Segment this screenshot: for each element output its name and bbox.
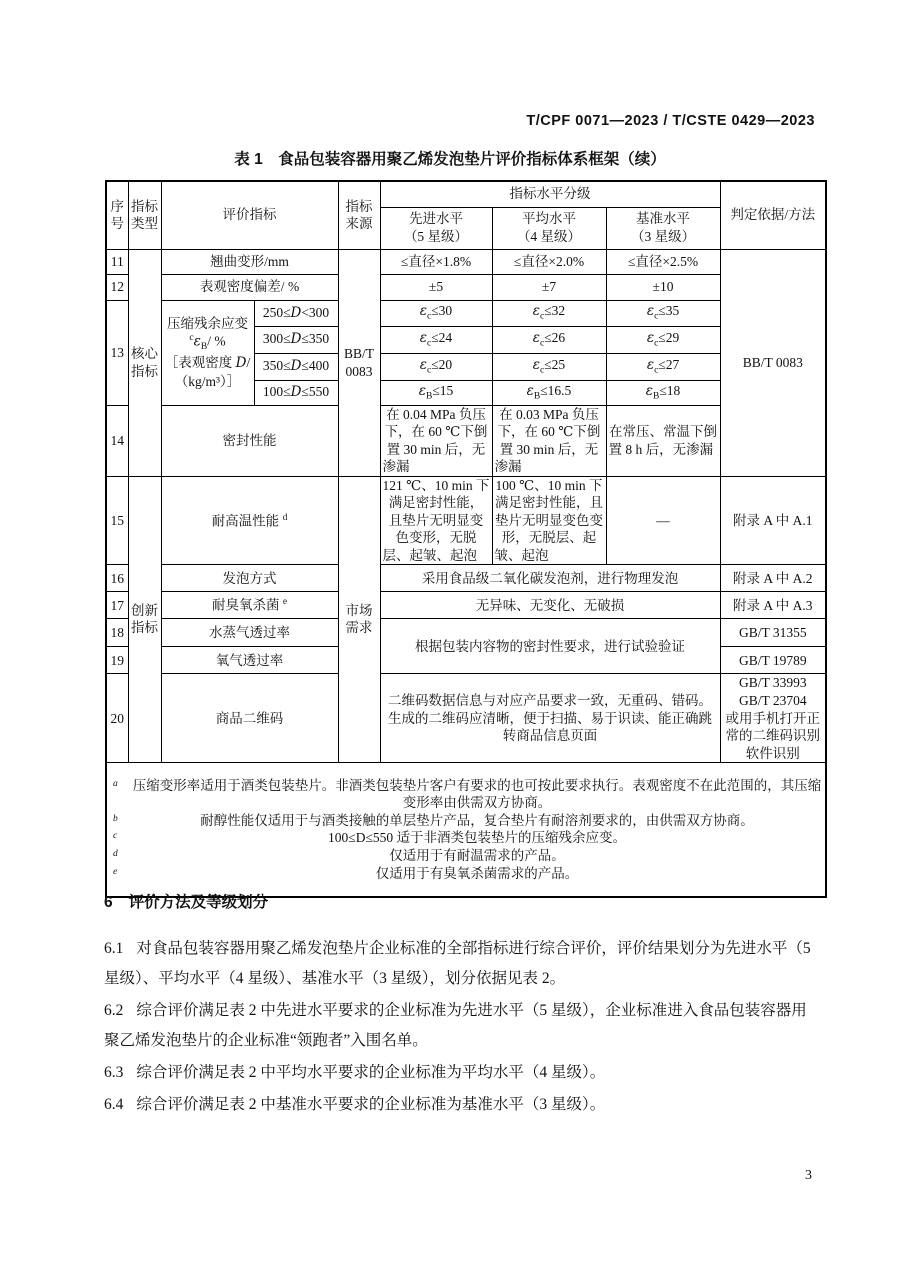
table-row [106,405,826,476]
cell-indicator-17: 耐臭氧杀菌 $^e$ [161,592,338,619]
cell-seq-17: 17 [106,592,128,619]
cell-adv-13b: $\varepsilon_c\le 24$ [380,326,492,353]
cell-adv-13d: $\varepsilon_B\le 15$ [380,380,492,405]
compression-label-line4: （kg/m³）］ [174,373,241,389]
cell-avg-13d: $\varepsilon_B\le 16.5$ [492,380,606,405]
standard-number: T/CPF 0071—2023 / T/CSTE 0429—2023 [526,113,815,129]
basis-20-line2: GB/T 23704 [738,692,807,708]
cell-seq-11: 11 [106,249,128,274]
cell-range-13b: 300≤D≤350 [254,326,338,353]
cell-basis-15: 附录 A 中 A.1 [720,476,826,565]
col-header-indicator: 评价指标 [161,181,338,249]
cell-avg-11: ≤直径×2.0% [492,249,606,274]
cell-avg-13c: $\varepsilon_c\le 25$ [492,353,606,380]
footnote-a: a 压缩变形率适用于酒类包装垫片。非酒类包装垫片客户有要求的也可按此要求执行。表观密度不在此范围的，其压缩变形率由供需双方协商。 [113,777,822,811]
cell-avg-15: 100 ℃、10 min 下满足密封性能，且垫片无明显变色变形，无脱层、起皱、起泡 [492,476,606,565]
cell-adv-13a: $\varepsilon_c\le 30$ [380,300,492,326]
col-header-seq: 序号 [106,181,128,249]
cell-requirement-18-19: 根据包装内容物的密封性要求，进行试验验证 [380,619,720,674]
cell-bas-15: — [606,476,720,565]
col-header-source: 指标来源 [338,181,380,249]
cell-seq-16: 16 [106,565,128,592]
cell-seq-15: 15 [106,476,128,565]
cell-adv-15: 121 ℃、10 min 下满足密封性能，且垫片无明显变色变形，无脱层、起皱、起泡 [380,476,492,565]
basic-line1: 基准水平 [636,211,691,227]
advanced-line1: 先进水平 [409,211,463,227]
cell-range-13a: 250≤D<300 [254,300,338,326]
cell-indicator-20: 商品二维码 [161,674,338,763]
advanced-line2: （5 星级） [403,229,469,244]
cell-avg-14: 在 0.03 MPa 负压下，在 60 ℃下倒置 30 min 后，无渗漏 [492,405,606,476]
col-header-type: 指标类型 [128,181,161,249]
cell-indicator-14: 密封性能 [161,405,338,476]
cell-basis-20 [720,674,826,763]
cell-seq-13: 13 [106,300,128,405]
table-title: 表 1 食品包装容器用聚乙烯发泡垫片评价指标体系框架（续） [234,151,666,168]
cell-indicator-13 [161,300,254,405]
cell-basis-18: GB/T 31355 [720,619,826,647]
table-row [106,674,826,763]
cell-bas-11: ≤直径×2.5% [606,249,720,274]
cell-basis-19: GB/T 19789 [720,647,826,674]
cell-adv-14: 在 0.04 MPa 负压下，在 60 ℃下倒置 30 min 后，无渗漏 [380,405,492,476]
basic-line2: （3 星级） [630,229,696,244]
cell-basis-17: 附录 A 中 A.3 [720,592,826,619]
footnote-b: b 耐醇性能仅适用于与酒类接触的单层垫片产品，复合垫片有耐溶剂要求的，由供需双方协商。 [113,812,754,828]
cell-bas-13d: $\varepsilon_B\le 18$ [606,380,720,405]
cell-bas-13c: $\varepsilon_c\le 27$ [606,353,720,380]
compression-label-line2: $^c\varepsilon_B/$ % [189,333,226,353]
clause-6-2: 6.2 综合评价满足表 2 中先进水平要求的企业标准为先进水平（5 星级），企业标准进入食品包装容器用聚乙烯发泡垫片的企业标准“领跑者”入围名单。 [104,1002,807,1049]
cell-seq-20: 20 [106,674,128,763]
clause-6-1: 6.1 对食品包装容器用聚乙烯发泡垫片企业标准的全部指标进行综合评价，评价结果划分为先进水平（5 星级）、平均水平（4 星级）、基准水平（3 星级），划分依据见表 2。 [104,940,811,987]
cell-indicator-12: 表观密度偏差/ % [161,274,338,300]
col-header-basis: 判定依据/方法 [720,181,826,249]
cell-basis-16: 附录 A 中 A.2 [720,565,826,592]
page-number: 3 [805,1168,812,1183]
cell-basis-core: BB/T 0083 [720,249,826,476]
cell-indicator-15: 耐高温性能 $^d$ [161,476,338,565]
col-header-levels-group: 指标水平分级 [380,181,720,207]
cell-indicator-19: 氧气透过率 [161,647,338,674]
cell-avg-13b: $\varepsilon_c\le 26$ [492,326,606,353]
cell-source-core: BB/T 0083 [338,249,380,476]
cell-indicator-11: 翘曲变形/mm [161,249,338,274]
table-row [106,592,826,619]
cell-bas-13a: $\varepsilon_c\le 35$ [606,300,720,326]
cell-bas-12: ±10 [606,274,720,300]
table-row [106,565,826,592]
cell-seq-12: 12 [106,274,128,300]
compression-label-line1: 压缩残余应变 [167,315,248,331]
table-row [106,249,826,274]
cell-avg-12: ±7 [492,274,606,300]
cell-source-innovation: 市场需求 [338,476,380,762]
section-6 [104,888,818,1122]
clause-6-4: 6.4 综合评价满足表 2 中基准水平要求的企业标准为基准水平（3 星级）。 [104,1096,606,1113]
compression-label-line3: ［表观密度 D/ [164,354,251,371]
section-6-heading: 6 评价方法及等级划分 [104,894,269,911]
cell-adv-11: ≤直径×1.8% [380,249,492,274]
footnote-c: c 100≤D≤550 适于非酒类包装垫片的压缩残余应变。 [113,830,626,846]
cell-seq-19: 19 [106,647,128,674]
average-line2: （4 星级） [516,229,582,244]
cell-indicator-16: 发泡方式 [161,565,338,592]
col-header-average [492,207,606,249]
footnote-d: d 仅适用于有耐温需求的产品。 [113,847,565,863]
indicator-table [105,180,827,898]
cell-requirement-20: 二维码数据信息与对应产品要求一致，无重码、错码。生成的二维码应清晰，便于扫描、易于识读、能正确跳转商品信息页面 [380,674,720,763]
cell-seq-14: 14 [106,405,128,476]
cell-type-innovation: 创新指标 [128,476,161,762]
table-footnotes-row [106,763,826,897]
cell-bas-14: 在常压、常温下倒置 8 h 后，无渗漏 [606,405,720,476]
cell-adv-13c: $\varepsilon_c\le 20$ [380,353,492,380]
cell-requirement-17: 无异味、无变化、无破损 [380,592,720,619]
footnote-e: e 仅适用于有臭氧杀菌需求的产品。 [113,865,579,881]
cell-range-13c: 350≤D≤400 [254,353,338,380]
cell-requirement-16: 采用食品级二氧化碳发泡剂，进行物理发泡 [380,565,720,592]
cell-avg-13a: $\varepsilon_c\le 32$ [492,300,606,326]
table-row [106,619,826,647]
cell-indicator-18: 水蒸气透过率 [161,619,338,647]
table-row [106,476,826,565]
basis-20-line3: 或用手机打开正常的二维码识别软件识别 [725,710,821,761]
cell-type-core: 核心指标 [128,249,161,476]
cell-bas-13b: $\varepsilon_c\le 29$ [606,326,720,353]
cell-seq-18: 18 [106,619,128,647]
average-line1: 平均水平 [522,211,576,227]
cell-range-13d: 100≤D≤550 [254,380,338,405]
table-row [106,300,826,326]
table-row [106,274,826,300]
clause-6-3: 6.3 综合评价满足表 2 中平均水平要求的企业标准为平均水平（4 星级）。 [104,1064,606,1081]
table-footnotes [106,763,826,897]
cell-adv-12: ±5 [380,274,492,300]
col-header-advanced [380,207,492,249]
basis-20-line1: GB/T 33993 [738,675,807,691]
col-header-basic [606,207,720,249]
